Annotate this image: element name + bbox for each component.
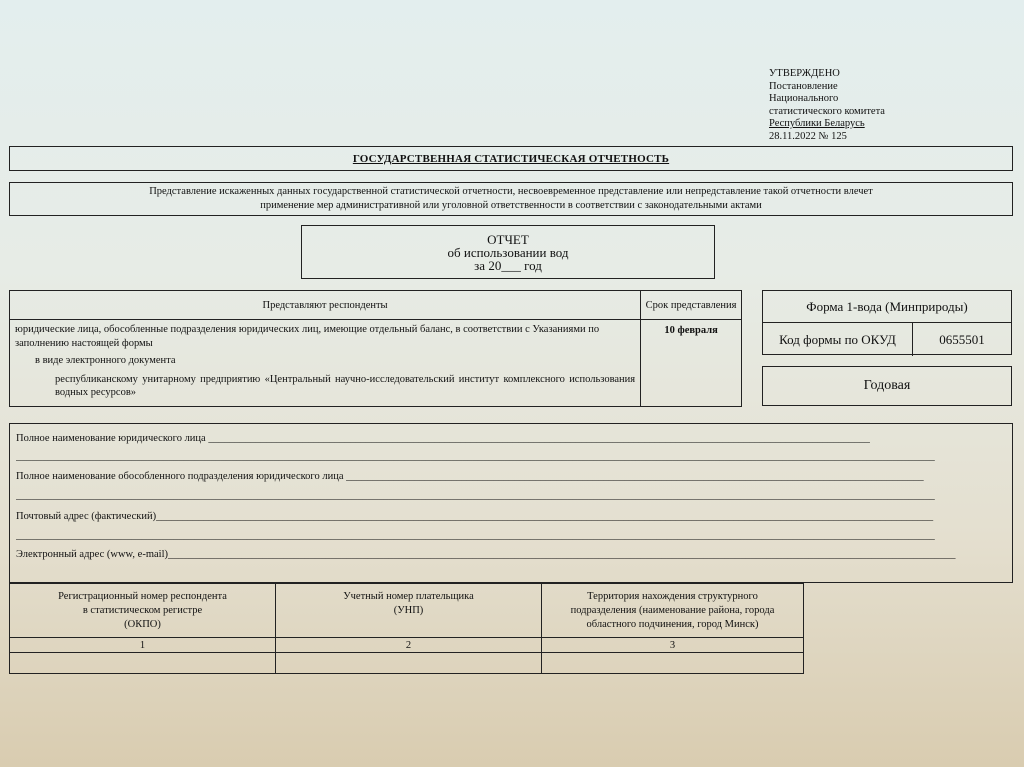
okpo-header-line: в статистическом регистре: [82, 604, 203, 616]
respondents-cell: [10, 320, 641, 407]
warning-line: Представление искаженных данных государственной статистической отчетности, несвоевременное представление или непредставление такой отчетности влечет: [149, 186, 873, 197]
report-subtitle: об использовании вод: [447, 244, 569, 260]
email-row: Электронный адрес (www, e-mail)______________________________________________________________________________________________________________________________________________________: [16, 549, 956, 560]
fill-line: _______________________________________________________________________________________________________________________________________________________________________________: [16, 490, 935, 501]
okpo-header-line: (ОКПО): [124, 618, 161, 630]
unp-header: [276, 584, 542, 638]
respondents-who: юридические лица, обособленные подразделения юридических лиц, имеющие отдельный баланс, в соответствии с Указаниями по заполнению настоящей формы: [15, 324, 600, 349]
unp-value-cell: [276, 653, 542, 674]
respondents-table: [9, 290, 742, 407]
okud-code: 0655501: [939, 331, 985, 347]
approved-title: УТВЕРЖДЕНО: [769, 68, 840, 79]
form-name: Форма 1-вода (Минприроды): [763, 291, 1011, 323]
respondent-details: [9, 423, 1013, 583]
territory-value-cell: [542, 653, 804, 674]
report-title-box: [301, 225, 715, 279]
approval-block: [769, 68, 885, 143]
branch-name-row: Полное наименование обособленного подразделения юридического лица ______________________________________________________________________________________________________________: [16, 471, 924, 482]
report-title: ОТЧЕТ: [487, 231, 529, 247]
respondents-header: Представляют респонденты: [10, 291, 641, 320]
approved-line: Республики Беларусь: [769, 118, 865, 129]
territory-header-line: подразделения (наименование района, города: [570, 604, 775, 616]
approved-date-number: 28.11.2022 № 125: [769, 130, 847, 142]
column-number: 1: [10, 638, 276, 653]
fill-line: _______________________________________________________________________________________________________________________________________________________________________________: [16, 451, 935, 462]
registration-table: [9, 583, 804, 674]
column-number: 2: [276, 638, 542, 653]
column-number: 3: [542, 638, 804, 653]
state-reporting-title: ГОСУДАРСТВЕННАЯ СТАТИСТИЧЕСКАЯ ОТЧЕТНОСТЬ: [352, 152, 670, 165]
unp-header-line: (УНП): [393, 605, 424, 616]
approved-line: Постановление: [769, 80, 838, 92]
fill-line: _______________________________________________________________________________________________________________________________________________________________________________: [16, 530, 935, 541]
warning-line: применение мер административной или уголовной ответственности в соответствии с законодательными актами: [260, 200, 762, 211]
respondents-recipient: республиканскому унитарному предприятию «Центральный научно-исследовательский институт комплексного использования водных ресурсов»: [55, 373, 636, 398]
full-name-label: Полное наименование юридического лица: [16, 433, 206, 444]
periodicity-box: [762, 366, 1012, 406]
respondents-format: в виде электронного документа: [35, 355, 176, 366]
warning-box: [9, 182, 1013, 216]
branch-name-label: Полное наименование обособленного подразделения юридического лица: [16, 471, 344, 482]
okud-label: Код формы по ОКУД: [763, 323, 913, 356]
approved-line: статистического комитета: [769, 105, 885, 117]
email-label: Электронный адрес (www, e-mail): [16, 549, 168, 560]
okpo-header-line: Регистрационный номер респондента: [58, 590, 227, 602]
okpo-header: [10, 584, 276, 638]
deadline-header: Срок представления: [641, 291, 742, 320]
unp-header-line: Учетный номер плательщика: [343, 591, 474, 602]
territory-header-line: областного подчинения, город Минск): [586, 618, 759, 630]
report-period: за 20___ год: [474, 257, 542, 273]
deadline-value: 10 февраля: [641, 320, 742, 407]
full-name-row: Полное наименование юридического лица ______________________________________________________________________________________________________________________________: [16, 433, 870, 444]
okud-row: [763, 323, 1011, 356]
postal-address-row: Почтовый адрес (фактический)____________________________________________________________________________________________________________________________________________________: [16, 511, 934, 522]
state-reporting-banner: [9, 146, 1013, 171]
territory-header: [542, 584, 804, 638]
form-info-box: [762, 290, 1012, 355]
territory-header-line: Территория нахождения структурного: [587, 590, 758, 602]
okpo-value-cell: [10, 653, 276, 674]
postal-address-label: Почтовый адрес (фактический): [16, 511, 157, 522]
periodicity-value: Годовая: [863, 378, 911, 393]
approved-line: Национального: [769, 93, 839, 104]
